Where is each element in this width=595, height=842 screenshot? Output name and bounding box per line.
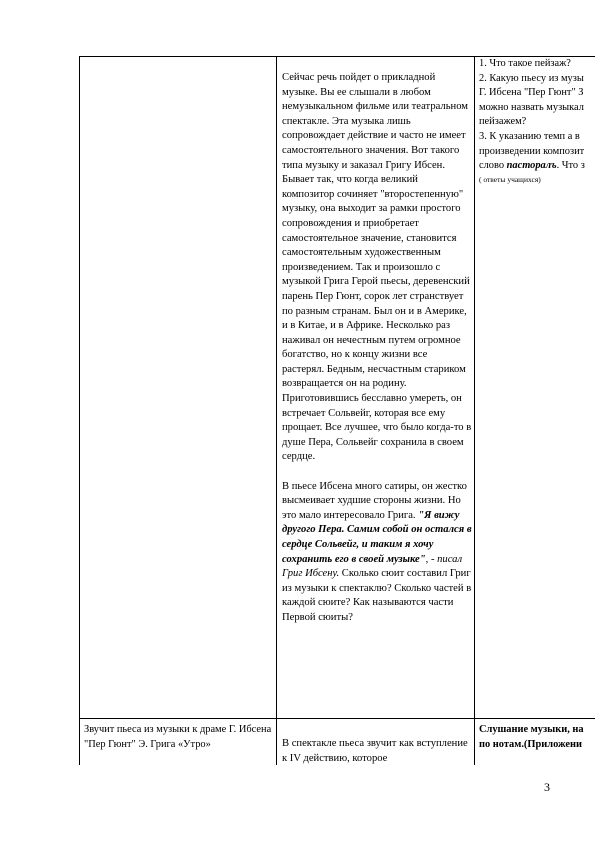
q3-suffix: . Что з [556, 160, 585, 172]
answers-note: ( ответы учащихся) [479, 174, 541, 184]
q3-prefix: слово [479, 160, 507, 172]
listening-activity-cell [479, 723, 595, 752]
listening-line-1: Слушание музыки, на [479, 724, 584, 735]
table-border-left [79, 56, 80, 765]
activity-cell: Звучит пьеса из музыки к драме Г. Ибсена "Пер Гюнт" Э. Грига «Утро» [84, 724, 272, 750]
table-divider-2 [474, 56, 475, 765]
question-3-line-2: произведении композит [479, 145, 585, 157]
listening-line-2: по нотам.(Приложени [479, 738, 582, 750]
narrative-paragraph-2 [282, 480, 472, 626]
lesson-narrative-cell [282, 71, 472, 626]
question-3-line-3 [479, 159, 595, 174]
question-2-line-2: Г. Ибсена "Пер Гюнт" З [479, 87, 584, 99]
quote-dash: , - [425, 553, 438, 565]
narrative-paragraph-1: Сейчас речь пойдет о прикладной музыке. Вы ее слышали в любом немузыкальном фильме или театральном спектакле. Эта музыка лишь сопровождает действие и часто не имеет самостоятельного значения. Вот такого типа музыку и заказал Григу Ибсен. Бывает так, что когда великий композитор сочиняет "второстепенную" музыку, она выходит за рамки простого сопровождения и приобретает самостоятельное значение, становится самостоятельным художественным произведением. Так и произошло с музыкой Грига Герой пьесы, деревенский парень Пер Гюнт, сорок лет странствует по разным странам. Был он и в Америке, и в Китае, и в Африке. Несколько раз наживал он нечестным путем огромное богатство, но к концу жизни все растерял. Бедным, несчастным стариком возвращается он на родину. Приготовившись бесславно умереть, он встречает Сольвейг, которая все ему прощает. Все лучшее, что было когда-то в душе Пера, Сольвейг сохранила в своем сердце. [282, 72, 472, 463]
table-divider-1 [276, 56, 277, 765]
quote-attribution: писал Григ Ибсену. [282, 553, 463, 580]
question-2-line-4: пейзажем? [479, 116, 527, 128]
page-number: 3 [544, 780, 550, 794]
question-1: 1. Что такое пейзаж? [479, 58, 571, 69]
pastoral-word: пасторалъ [506, 160, 557, 172]
questions-cell [479, 57, 595, 185]
paragraph-2-questions: Сколько сюит составил Григ из музыки к спектаклю? Сколько частей в каждой сюите? Как называются части Первой сюиты? [282, 568, 472, 623]
table-row-divider [79, 718, 595, 719]
paragraph-2-intro: В пьесе Ибсена много сатиры, он жестко высмеивает худшие стороны жизни. Но это мало интересовало Грига. [282, 480, 467, 521]
question-3-line-1: 3. К указанию темп а в [479, 130, 580, 142]
question-2-line-1: 2. Какую пьесу из музы [479, 72, 584, 84]
bottom-narrative-cell: В спектакле пьеса звучит как вступление к IV действию, которое [282, 738, 468, 764]
grieg-quote: "Я вижу другого Пера. Самим собой он остался в сердце Сольвейг, и таким я хочу сохранить его в своей музыке" [282, 509, 472, 565]
question-2-line-3: можно назвать музыкал [479, 101, 584, 113]
